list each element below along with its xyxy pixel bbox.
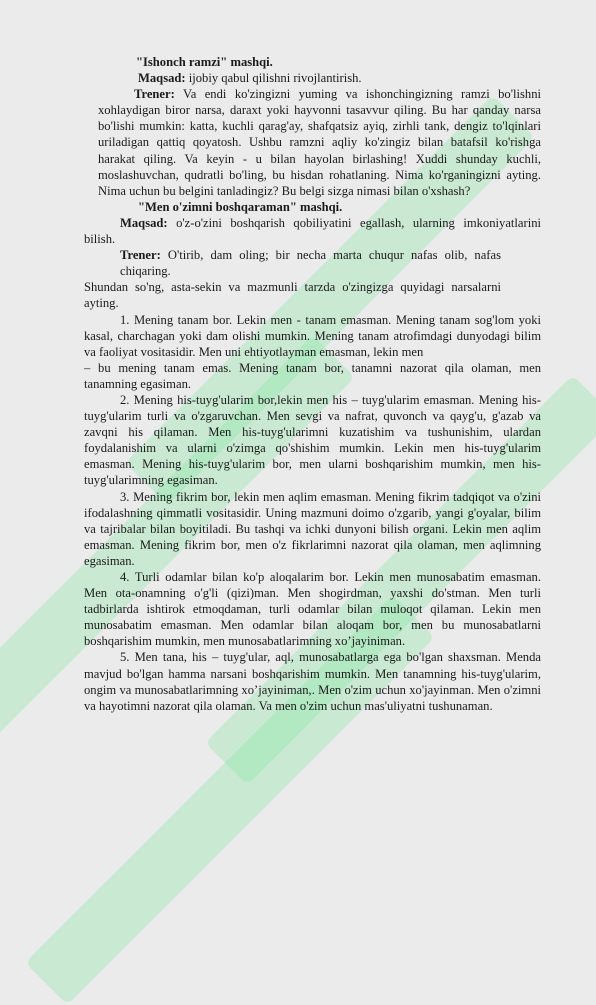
exercise2-goal — [84, 215, 541, 247]
goal-text: o'z-o'zini boshqarish qobiliyatini egallash, ularning imkoniyatlarini bilish. — [84, 215, 541, 247]
exercise1-title: "Ishonch ramzi" mashqi. — [136, 55, 273, 69]
list-item-4: 4. Turli odamlar bilan ko'p aloqalarim bor. Lekin men munosabatim emasman. Men ota-onamning o'g'li (qizi)man. Men shogirdman, yaxshi do'stman. Men turli tadbirlarda ishtirok etmoqdaman, turli odamlar bilan muloqot qilaman. Lekin men munosabatim emasman. Men odamlar bilan aloqam bor, men bu munosabatlarni boshqarishim mumkin, men munosabatlarimning xo’jayiniman. — [84, 570, 541, 649]
goal-label: Maqsad: — [120, 215, 168, 230]
list-item-5: 5. Men tana, his – tuyg'ular, aql, munosabatlarga ega bo'lgan shaxsman. Menda mavjud bo'lgan hamma narsani boshqarishim mumkin. Men tanamning his-tuyg'ularim, ongim va munosabatlarimning xo’jayiniman,. Men o'zim uchun xo'jayinman. Men o'zimni va hayotimni nazorat qila olaman. Va men o'zim uchun mas'uliyatni tushunaman. — [84, 650, 541, 713]
list-item-2: 2. Mening his-tuyg'ularim bor,lekin men his – tuyg'ularim emasman. Mening his-tuyg'ularim turli va o'zgaruvchan. Men sevgi va nafrat, quvonch va qayg'u, g'azab va zavqni his qilaman. Men his-tuyg'ularimni kuzatishim va tushunishim, ulardan foydalanishim va ularni o'zimga qo'shishim mumkin. Lekin men his-tuyg'ularim emasman. Mening his-tuyg'ularim bor, men ularni boshqarishim mumkin, men his-tuyg'ularimning egasiman. — [84, 392, 541, 488]
trainer-label: Trener: — [134, 87, 175, 102]
trainer-text: O'tirib, dam oling; bir necha marta chuqur nafas olib, nafas chiqaring. — [120, 248, 501, 279]
list-item-3: 3. Mening fikrim bor, lekin men aqlim emasman. Mening fikrim tadqiqot va o'zini ifodalashning qimmatli vositasidir. Uning mazmuni doimo o'zgarib, yangi g'oyalar, bilim va tajribalar bilan boyitiladi. Bu tashqi va ichki dunyoni bilish organi. Lekin men aqlim emasman. Mening fikrim bor, men o'z fikrlarimni nazorat qila olaman, men aqlimning egasiman. — [84, 489, 541, 568]
list-item-1a: 1. Mening tanam bor. Lekin men - tanam emasman. Mening tanam sog'lom yoki kasal, charchagan yoki dam olishi mumkin. Mening tanam atrofimdagi dunyodagi bilim va faoliyat vositasidir. Men uni ehtiyotlayman emasman, lekin men — [84, 312, 541, 359]
exercise1-trainer — [98, 86, 541, 199]
exercise2-intro: Shundan so'ng, asta-sekin va mazmunli tarzda o'zingizga quyidagi narsalarni ayting. — [84, 280, 501, 311]
list-item-1b: – bu mening tanam emas. Mening tanam bor, tanamni nazorat qila olaman, men tanamning egasiman. — [84, 360, 541, 391]
goal-label: Maqsad: — [138, 71, 186, 86]
exercise2-trainer — [120, 247, 501, 279]
document-page — [84, 54, 541, 714]
trainer-label: Trener: — [120, 248, 161, 263]
goal-text: ijobiy qabul qilishni rivojlantirish. — [188, 71, 362, 86]
exercise1-goal — [138, 70, 541, 86]
trainer-text: Va endi ko'zingizni yuming va ishonchingizning ramzi bo'lishni xohlaydigan biror narsa, daraxt yoki hayvonni tasavvur qiling. Bu har qanday narsa bo'lishi mumkin: katta, kuchli qarag'ay, shafqatsiz ayiq, zirhli tank, dengiz to'lqinlari uriladigan qattiq qoyatosh. Ushbu ramzni aqliy ko'zingiz bilan batafsil ko'rishga harakat qiling. Va keyin - u bilan hayolan birlashing! Xuddi shunday kuchli, moslashuvchan, qudratli bo'ling, bu hisdan rohatlaning. Nima ko'rganingizni ayting. Nima uchun bu belgini tanladingiz? Bu belgi sizga nimasi bilan o'xshash? — [98, 87, 541, 198]
exercise2-title: "Men o'zimni boshqaraman" mashqi. — [138, 199, 343, 214]
